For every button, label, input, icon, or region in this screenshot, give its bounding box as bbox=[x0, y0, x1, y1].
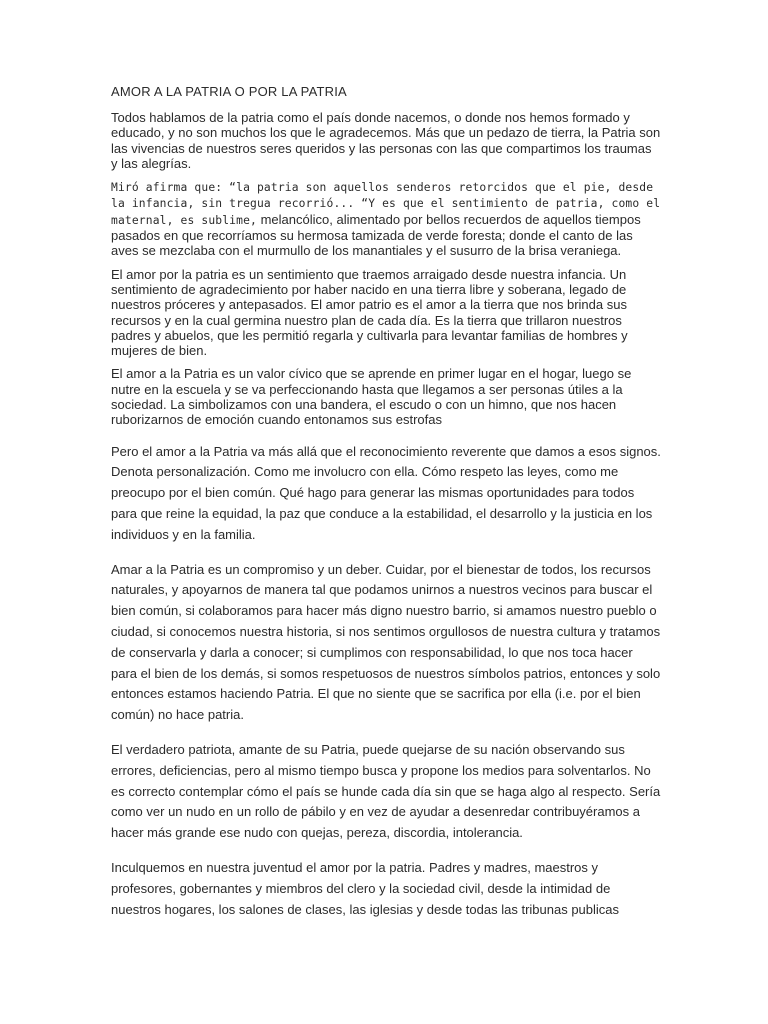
paragraph-2 bbox=[111, 179, 661, 258]
paragraph-2-quote: Miró afirma que: “la patria son aquellos senderos retorcidos que el pie, desde la infancia, sin tregua recorrió... “Y es que el sentimiento de patria, como el maternal, es sublime, bbox=[111, 181, 661, 227]
document-title: AMOR A LA PATRIA O POR LA PATRIA bbox=[111, 84, 347, 99]
paragraph-6: Amar a la Patria es un compromiso y un deber. Cuidar, por el bienestar de todos, los recursos naturales, y apoyarnos de manera tal que podamos unirnos a nuestros vecinos para buscar el bien común, si colaboramos para hacer más digno nuestro barrio, si amamos nuestro pueblo o ciudad, si conocemos nuestra historia, si nos sentimos orgullosos de nuestra cultura y tratamos de conservarla y darla a conocer; si cumplimos con responsabilidad, lo que nos toca hacer para el bien de los demás, si somos respetuosos de nuestros símbolos patrios, entonces y solo entonces estamos haciendo Patria. El que no siente que se sacrifica por ella (i.e. por el bien común) no hace patria. bbox=[111, 561, 661, 723]
paragraph-3: El amor por la patria es un sentimiento que traemos arraigado desde nuestra infancia. Un sentimiento de agradecimiento por haber nacido en una tierra libre y soberana, legado de nuestros próceres y antepasados. El amor patrio es el amor a la tierra que nos brinda sus recursos y en la cual germina nuestro plan de cada día. Es la tierra que trillaron nuestros padres y abuelos, que les permitió regarla y cultivarla para levantar familias de hombres y mujeres de bien. bbox=[111, 266, 628, 359]
paragraph-7: El verdadero patriota, amante de su Patria, puede quejarse de su nación observando sus errores, deficiencias, pero al mismo tiempo busca y propone los medios para solventarlos. No es correcto contemplar cómo el país se hunde cada día sin que se haga algo al respecto. Sería como ver un nudo en un rollo de pábilo y en vez de ayudar a desenredar contribuyéramos a hacer más grande ese nudo con quejas, pereza, discordia, intolerancia. bbox=[111, 742, 661, 841]
paragraph-5: Pero el amor a la Patria va más allá que el reconocimiento reverente que damos a esos signos. Denota personalización. Como me involucro con ella. Cómo respeto las leyes, como me preocupo por el bien común. Qué hago para generar las mismas oportunidades para todos para que reine la equidad, la paz que conduce a la estabilidad, el desarrollo y la justicia en los individuos y en la familia. bbox=[111, 443, 661, 542]
paragraph-4: El amor a la Patria es un valor cívico que se aprende en primer lugar en el hogar, luego se nutre en la escuela y se va perfeccionando hasta que llegamos a ser personas útiles a la sociedad. La simbolizamos con una bandera, el escudo o con un himno, que nos hacen ruborizarnos de emoción cuando entonamos sus estrofas bbox=[111, 366, 632, 428]
paragraph-8: Inculquemos en nuestra juventud el amor por la patria. Padres y madres, maestros y profesores, gobernantes y miembros del clero y la sociedad civil, desde la intimidad de nuestros hogares, los salones de clases, las iglesias y desde todas las tribunas publicas bbox=[111, 859, 620, 917]
paragraph-1: Todos hablamos de la patria como el país donde nacemos, o donde nos hemos formado y educado, y no son muchos los que le agradecemos. Más que un pedazo de tierra, la Patria son las vivencias de nuestros seres queridos y las personas con las que compartimos los traumas y las alegrías. bbox=[111, 110, 661, 171]
document-page bbox=[111, 83, 661, 934]
paragraph-2-rest: melancólico, alimentado por bellos recuerdos de aquellos tiempos pasados en que recorríamos su hermosa tamizada de verde foresta; donde el canto de las aves se mezclaba con el murmullo de los manantiales y el susurro de la brisa veraniega. bbox=[111, 211, 641, 259]
